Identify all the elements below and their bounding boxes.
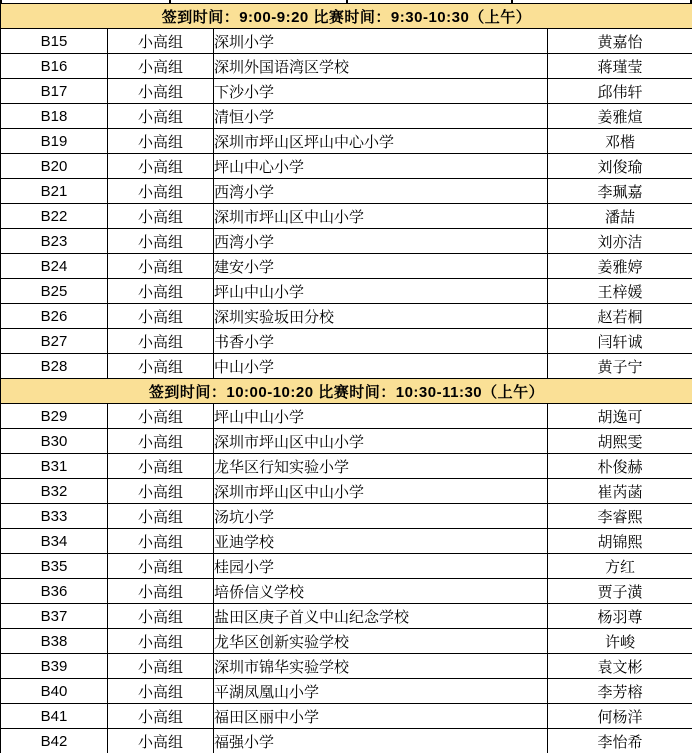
cell-id: B15 (1, 29, 108, 54)
cell-school: 西湾小学 (214, 179, 548, 204)
table-row (1, 79, 692, 104)
cell-school: 亚迪学校 (214, 529, 548, 554)
cell-group: 小高组 (108, 104, 214, 129)
roster-table-body (1, 4, 692, 753)
table-row (1, 429, 692, 454)
cell-school: 深圳实验坂田分校 (214, 304, 548, 329)
cell-school: 龙华区创新实验学校 (214, 629, 548, 654)
cell-school: 清恒小学 (214, 104, 548, 129)
cell-school: 深圳小学 (214, 29, 548, 54)
cell-name: 胡逸可 (548, 404, 692, 429)
cell-name: 许峻 (548, 629, 692, 654)
cell-school: 坪山中心小学 (214, 154, 548, 179)
cell-id: B36 (1, 579, 108, 604)
cell-school: 培侨信义学校 (214, 579, 548, 604)
cell-id: B22 (1, 204, 108, 229)
cell-id: B18 (1, 104, 108, 129)
table-row (1, 254, 692, 279)
cell-name: 方红 (548, 554, 692, 579)
cell-id: B26 (1, 304, 108, 329)
cell-name: 姜雅婷 (548, 254, 692, 279)
cell-school: 建安小学 (214, 254, 548, 279)
cell-name: 王梓媛 (548, 279, 692, 304)
table-row (1, 404, 692, 429)
cell-school: 福强小学 (214, 729, 548, 753)
table-row (1, 579, 692, 604)
cell-id: B40 (1, 679, 108, 704)
cell-group: 小高组 (108, 129, 214, 154)
table-row (1, 529, 692, 554)
cell-group: 小高组 (108, 679, 214, 704)
table-row (1, 454, 692, 479)
cell-group: 小高组 (108, 304, 214, 329)
cell-name: 刘亦洁 (548, 229, 692, 254)
table-row (1, 29, 692, 54)
cell-group: 小高组 (108, 454, 214, 479)
cell-name: 李睿熙 (548, 504, 692, 529)
cell-school: 书香小学 (214, 329, 548, 354)
cell-id: B21 (1, 179, 108, 204)
cell-border-remnant (0, 0, 2, 3)
cell-id: B42 (1, 729, 108, 753)
cell-name: 黄嘉怡 (548, 29, 692, 54)
cell-group: 小高组 (108, 404, 214, 429)
cell-group: 小高组 (108, 529, 214, 554)
cell-group: 小高组 (108, 204, 214, 229)
cell-name: 刘俊瑜 (548, 154, 692, 179)
cell-id: B30 (1, 429, 108, 454)
cell-school: 西湾小学 (214, 229, 548, 254)
cell-group: 小高组 (108, 54, 214, 79)
cell-group: 小高组 (108, 579, 214, 604)
cell-name: 赵若桐 (548, 304, 692, 329)
cell-id: B32 (1, 479, 108, 504)
table-row (1, 654, 692, 679)
cell-group: 小高组 (108, 629, 214, 654)
cell-name: 李怡希 (548, 729, 692, 753)
cell-name: 邱伟轩 (548, 79, 692, 104)
cell-border-remnant (169, 0, 171, 3)
cell-name: 胡锦熙 (548, 529, 692, 554)
cell-group: 小高组 (108, 354, 214, 379)
cell-school: 深圳市锦华实验学校 (214, 654, 548, 679)
cell-group: 小高组 (108, 729, 214, 753)
cell-id: B25 (1, 279, 108, 304)
cell-group: 小高组 (108, 479, 214, 504)
cell-name: 袁文彬 (548, 654, 692, 679)
cell-name: 何杨洋 (548, 704, 692, 729)
cell-school: 深圳市坪山区中山小学 (214, 204, 548, 229)
cell-name: 蒋瑾莹 (548, 54, 692, 79)
cell-group: 小高组 (108, 279, 214, 304)
cell-id: B17 (1, 79, 108, 104)
table-row (1, 604, 692, 629)
cell-group: 小高组 (108, 429, 214, 454)
cell-school: 下沙小学 (214, 79, 548, 104)
cell-name: 闫轩诚 (548, 329, 692, 354)
table-row (1, 479, 692, 504)
cell-school: 汤坑小学 (214, 504, 548, 529)
cell-id: B41 (1, 704, 108, 729)
cutoff-row-remnant (0, 0, 692, 3)
cell-id: B19 (1, 129, 108, 154)
session-header-row (1, 379, 692, 404)
cell-school: 坪山中山小学 (214, 404, 548, 429)
cell-id: B37 (1, 604, 108, 629)
table-row (1, 629, 692, 654)
cell-group: 小高组 (108, 604, 214, 629)
cell-id: B38 (1, 629, 108, 654)
cell-name: 杨羽尊 (548, 604, 692, 629)
cell-border-remnant (511, 0, 513, 3)
cell-school: 桂园小学 (214, 554, 548, 579)
cell-school: 深圳市坪山区坪山中心小学 (214, 129, 548, 154)
cell-group: 小高组 (108, 154, 214, 179)
cell-name: 姜雅煊 (548, 104, 692, 129)
cell-id: B34 (1, 529, 108, 554)
cell-name: 潘喆 (548, 204, 692, 229)
cell-school: 福田区丽中小学 (214, 704, 548, 729)
cell-group: 小高组 (108, 179, 214, 204)
cell-group: 小高组 (108, 554, 214, 579)
cell-name: 李珮嘉 (548, 179, 692, 204)
session-header-row (1, 4, 692, 29)
cell-name: 崔芮菡 (548, 479, 692, 504)
table-row (1, 179, 692, 204)
table-row (1, 704, 692, 729)
roster-table (0, 3, 692, 753)
cell-school: 坪山中山小学 (214, 279, 548, 304)
table-row (1, 229, 692, 254)
table-row (1, 104, 692, 129)
cell-id: B24 (1, 254, 108, 279)
cell-group: 小高组 (108, 704, 214, 729)
cell-group: 小高组 (108, 254, 214, 279)
session-header: 签到时间：10:00-10:20 比赛时间：10:30-11:30（上午） (1, 379, 692, 404)
cell-school: 盐田区庚子首义中山纪念学校 (214, 604, 548, 629)
cell-name: 胡熙雯 (548, 429, 692, 454)
cell-group: 小高组 (108, 654, 214, 679)
cell-id: B29 (1, 404, 108, 429)
cell-school: 深圳外国语湾区学校 (214, 54, 548, 79)
cell-group: 小高组 (108, 29, 214, 54)
cell-name: 贾子潢 (548, 579, 692, 604)
session-header: 签到时间：9:00-9:20 比赛时间：9:30-10:30（上午） (1, 4, 692, 29)
cell-id: B39 (1, 654, 108, 679)
cell-group: 小高组 (108, 504, 214, 529)
table-row (1, 679, 692, 704)
cell-school: 平湖凤凰山小学 (214, 679, 548, 704)
table-row (1, 354, 692, 379)
cell-school: 深圳市坪山区中山小学 (214, 479, 548, 504)
cell-school: 深圳市坪山区中山小学 (214, 429, 548, 454)
table-row (1, 504, 692, 529)
table-row (1, 554, 692, 579)
table-row (1, 729, 692, 753)
cell-id: B31 (1, 454, 108, 479)
cell-id: B35 (1, 554, 108, 579)
cell-group: 小高组 (108, 229, 214, 254)
cell-name: 邓楷 (548, 129, 692, 154)
cell-name: 朴俊赫 (548, 454, 692, 479)
cell-school: 中山小学 (214, 354, 548, 379)
cell-name: 黄子宁 (548, 354, 692, 379)
cell-id: B27 (1, 329, 108, 354)
cell-group: 小高组 (108, 329, 214, 354)
table-row (1, 129, 692, 154)
table-row (1, 54, 692, 79)
table-row (1, 204, 692, 229)
cell-border-remnant (346, 0, 348, 3)
cell-id: B23 (1, 229, 108, 254)
table-row (1, 329, 692, 354)
cell-id: B20 (1, 154, 108, 179)
cell-name: 李芳榕 (548, 679, 692, 704)
table-row (1, 279, 692, 304)
cell-id: B16 (1, 54, 108, 79)
cell-group: 小高组 (108, 79, 214, 104)
table-row (1, 154, 692, 179)
cell-school: 龙华区行知实验小学 (214, 454, 548, 479)
cell-id: B33 (1, 504, 108, 529)
cell-id: B28 (1, 354, 108, 379)
table-row (1, 304, 692, 329)
